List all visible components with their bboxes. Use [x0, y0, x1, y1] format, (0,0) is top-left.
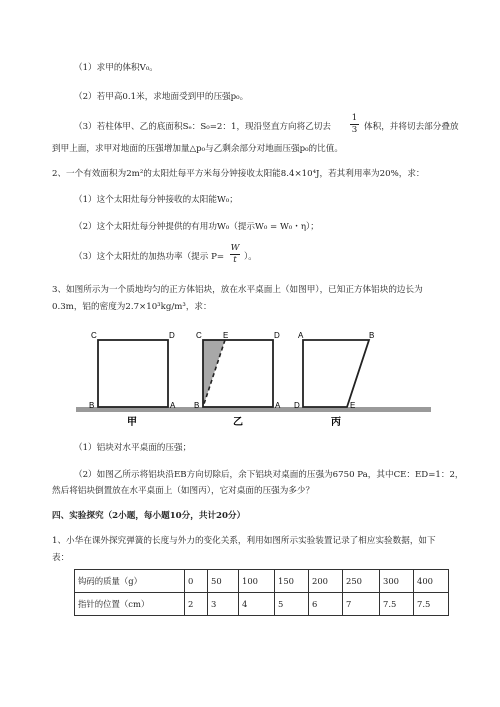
q-prev-sub3-line2: 到甲上面，求甲对地面的压强增加量△p₀与乙剩余部分对地面压强p₀的比值。 — [52, 144, 343, 154]
fig3-label-e: E — [350, 401, 356, 410]
table-cell: 200 — [309, 570, 343, 593]
table-row-header-mass: 钩码的质量（g） — [75, 570, 185, 593]
q2-stem: 2、一个有效面积为2m²的太阳灶每平方米每分钟接收太阳能8.4×10⁴J，若其利用率为20%，求： — [52, 169, 425, 179]
q2-sub2: （2）这个太阳灶每分钟提供的有用功W₀（提示W₀ = W₀・η）； — [74, 222, 319, 232]
fig2-label-d: D — [274, 331, 280, 340]
table-cell: 6 — [309, 593, 343, 616]
fig2-label-e: E — [223, 331, 229, 340]
fig1-label-a: A — [170, 401, 176, 410]
table-cell: 0 — [185, 570, 208, 593]
table-cell: 400 — [414, 570, 449, 593]
fig1-label-c: C — [91, 331, 97, 340]
q2-sub3-part1: （3）这个太阳灶的加热功率（提示 P= — [74, 252, 225, 262]
spring-data-table — [74, 569, 449, 616]
q-prev-sub3-part1: （3）若柱体甲、乙的底面积Sₑ：S₀=2：1，现沿竖直方向将乙切去 — [74, 122, 331, 132]
table-cell: 7.5 — [414, 593, 449, 616]
fig3-label-b: B — [369, 331, 375, 340]
q-prev-sub2: （2）若甲高0.1米，求地面受到甲的压强p₀。 — [74, 92, 249, 102]
q4-stem-line2: 表： — [52, 553, 70, 563]
fig2-label-c: C — [196, 331, 202, 340]
table-cell: 3 — [208, 593, 239, 616]
fraction-denominator: t — [233, 255, 237, 265]
fig3-trapezoid-block — [303, 340, 369, 407]
q3-sub2-line1: （2）如图乙所示将铝块沿EB方向切除后，余下铝块对桌面的压强为6750 Pa，其中CE：ED=1：2， — [74, 470, 464, 480]
q-prev-sub3-part2: 体积，并将切去部分叠放 — [364, 122, 459, 132]
table-row — [75, 570, 449, 593]
q3-sub2-line2: 然后将铝块倒置放在水平桌面上（如图丙），它对桌面的压强为多少？ — [52, 486, 315, 496]
table-cell: 250 — [343, 570, 380, 593]
fraction-numerator: 1 — [351, 113, 358, 123]
table-cell: 100 — [239, 570, 275, 593]
table-cell: 2 — [185, 593, 208, 616]
q3-stem-line2: 0.3m，铝的密度为2.7×10³kg/m³，求： — [52, 302, 212, 312]
fig1-label-d: D — [169, 331, 175, 340]
q2-sub1: （1）这个太阳灶每分钟接收的太阳能W₀； — [74, 195, 238, 205]
fig3-caption: 丙 — [331, 417, 341, 428]
table-cell: 4 — [239, 593, 275, 616]
table-cell: 150 — [275, 570, 309, 593]
table-row-header-position: 指针的位置（cm） — [75, 593, 185, 616]
fig3-label-d: D — [294, 401, 300, 410]
fig3-label-a: A — [298, 331, 304, 340]
fraction-denominator: 3 — [351, 125, 358, 135]
q-prev-sub1: （1）求甲的体积V₀。 — [74, 63, 158, 73]
fig2-label-a: A — [275, 401, 281, 410]
table-row — [75, 593, 449, 616]
table-cell: 7 — [343, 593, 380, 616]
table-cell: 7.5 — [380, 593, 414, 616]
fig2-caption: 乙 — [233, 417, 243, 428]
table-cell: 50 — [208, 570, 239, 593]
table-cell: 5 — [275, 593, 309, 616]
q3-stem-line1: 3、如图所示为一个质地均匀的正方体铝块，放在水平桌面上（如图甲），已知正方体铝块的边长为 — [52, 285, 423, 295]
table-cell: 300 — [380, 570, 414, 593]
fig1-label-b: B — [89, 401, 95, 410]
fraction-numerator: W — [230, 243, 240, 253]
fig2-label-b: B — [194, 401, 200, 410]
q4-stem-line1: 1、小华在课外探究弹簧的长度与外力的变化关系，利用如图所示实验装置记录了相应实验数据，如下 — [52, 536, 436, 546]
q3-sub1: （1）铝块对水平桌面的压强； — [74, 443, 192, 453]
q2-sub3-part2: ）。 — [244, 252, 257, 262]
section-heading: 四、实验探究（2小题，每小题10分，共计20分） — [52, 511, 246, 521]
fig1-caption: 甲 — [127, 417, 137, 428]
fig1-square-block — [98, 340, 168, 407]
